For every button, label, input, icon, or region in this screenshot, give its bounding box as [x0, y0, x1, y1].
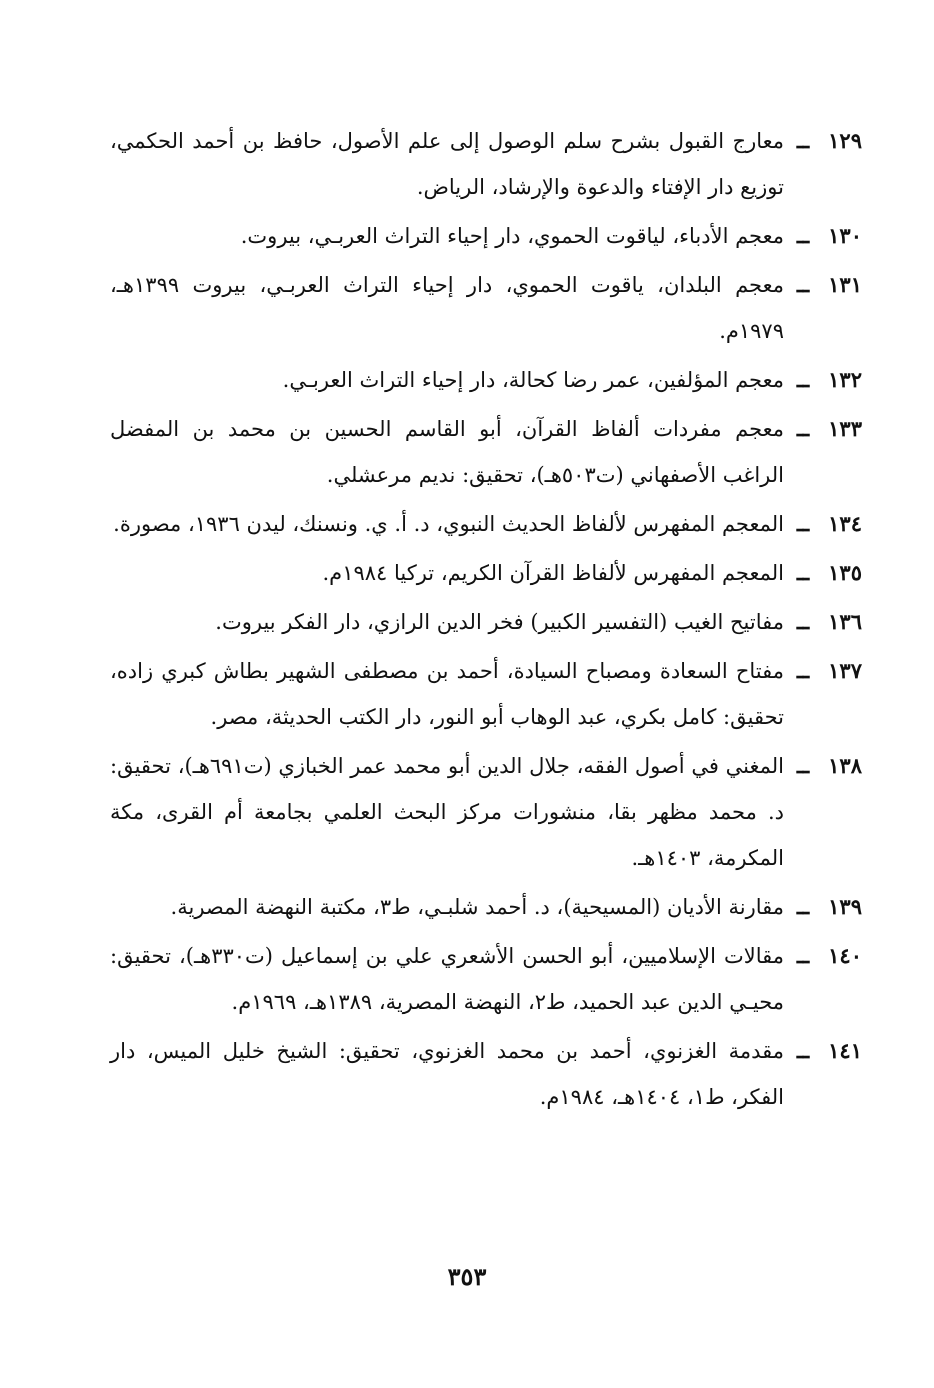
reference-number: ١٤٠ — [828, 943, 862, 968]
reference-item — [110, 599, 862, 645]
reference-item — [110, 262, 862, 354]
reference-number: ١٤١ — [828, 1038, 862, 1063]
reference-text: المعجم المفهرس لألفاظ الحديث النبوي، د. أ. ي. ونسنك، ليدن ١٩٣٦، مصورة. — [113, 512, 784, 536]
reference-dash: ــ — [796, 609, 810, 634]
reference-number: ١٣٥ — [828, 560, 862, 585]
reference-item — [110, 501, 862, 547]
reference-dash: ــ — [796, 658, 810, 683]
reference-text: مقالات الإسلاميين، أبو الحسن الأشعري علي بن إسماعيل (ت٣٣٠هـ)، تحقيق: محيـي الدين عبد الحميد، ط٢، النهضة المصرية، ١٣٨٩هـ، ١٩٦٩م. — [110, 944, 784, 1014]
reference-dash: ــ — [796, 272, 810, 297]
reference-item — [110, 550, 862, 596]
reference-number: ١٣٢ — [828, 367, 862, 392]
reference-text: معجم الأدباء، لياقوت الحموي، دار إحياء التراث العربـي، بيروت. — [240, 224, 784, 248]
reference-dash: ــ — [796, 511, 810, 536]
reference-item — [110, 406, 862, 498]
reference-text: المغني في أصول الفقه، جلال الدين أبو محمد عمر الخبازي (ت٦٩١هـ)، تحقيق: د. محمد مظهر بقا، منشورات مركز البحث العلمي بجامعة أم القرى، مكة المكرمة، ١٤٠٣هـ. — [110, 754, 784, 870]
reference-item — [110, 118, 862, 210]
reference-text: معارج القبول بشرح سلم الوصول إلى علم الأصول، حافظ بن أحمد الحكمي، توزيع دار الإفتاء والدعوة والإرشاد، الرياض. — [110, 129, 784, 199]
reference-number: ١٣٨ — [828, 753, 862, 778]
page-number: ٣٥٣ — [447, 1262, 487, 1291]
reference-text: مقارنة الأديان (المسيحية)، د. أحمد شلبـي، ط٣، مكتبة النهضة المصرية. — [170, 895, 784, 919]
reference-list — [110, 118, 862, 1123]
reference-number: ١٣٦ — [828, 609, 862, 634]
reference-dash: ــ — [796, 416, 810, 441]
reference-number: ١٣٠ — [828, 223, 862, 248]
reference-text: معجم مفردات ألفاظ القرآن، أبو القاسم الحسين بن محمد بن المفضل الراغب الأصفهاني (ت٥٠٣هـ)، تحقيق: نديم مرعشلي. — [110, 417, 784, 487]
reference-text: معجم المؤلفين، عمر رضا كحالة، دار إحياء التراث العربـي. — [282, 368, 784, 392]
reference-item — [110, 884, 862, 930]
reference-number: ١٣٩ — [828, 894, 862, 919]
reference-dash: ــ — [796, 560, 810, 585]
reference-dash: ــ — [796, 753, 810, 778]
reference-dash: ــ — [796, 367, 810, 392]
reference-number: ١٣١ — [828, 272, 862, 297]
reference-dash: ــ — [796, 223, 810, 248]
reference-text: المعجم المفهرس لألفاظ القرآن الكريم، تركيا ١٩٨٤م. — [322, 561, 784, 585]
reference-item — [110, 743, 862, 881]
reference-number: ١٣٣ — [828, 416, 862, 441]
reference-dash: ــ — [796, 894, 810, 919]
reference-text: مفاتيح الغيب (التفسير الكبير) فخر الدين الرازي، دار الفكر بيروت. — [215, 610, 784, 634]
reference-item — [110, 213, 862, 259]
reference-dash: ــ — [796, 128, 810, 153]
reference-text: معجم البلدان، ياقوت الحموي، دار إحياء التراث العربـي، بيروت ١٣٩٩هـ، ١٩٧٩م. — [110, 273, 784, 343]
reference-dash: ــ — [796, 943, 810, 968]
reference-item — [110, 648, 862, 740]
reference-dash: ــ — [796, 1038, 810, 1063]
reference-item — [110, 933, 862, 1025]
reference-number: ١٣٧ — [828, 658, 862, 683]
reference-number: ١٢٩ — [828, 128, 862, 153]
reference-text: مفتاح السعادة ومصباح السيادة، أحمد بن مصطفى الشهير بطاش كبري زاده، تحقيق: كامل بكري، عبد الوهاب أبو النور، دار الكتب الحديثة، مصر. — [110, 659, 784, 729]
reference-text: مقدمة الغزنوي، أحمد بن محمد الغزنوي، تحقيق: الشيخ خليل الميس، دار الفكر، ط١، ١٤٠٤هـ، ١٩٨٤م. — [110, 1039, 784, 1109]
reference-item — [110, 1028, 862, 1120]
reference-number: ١٣٤ — [828, 511, 862, 536]
reference-item — [110, 357, 862, 403]
